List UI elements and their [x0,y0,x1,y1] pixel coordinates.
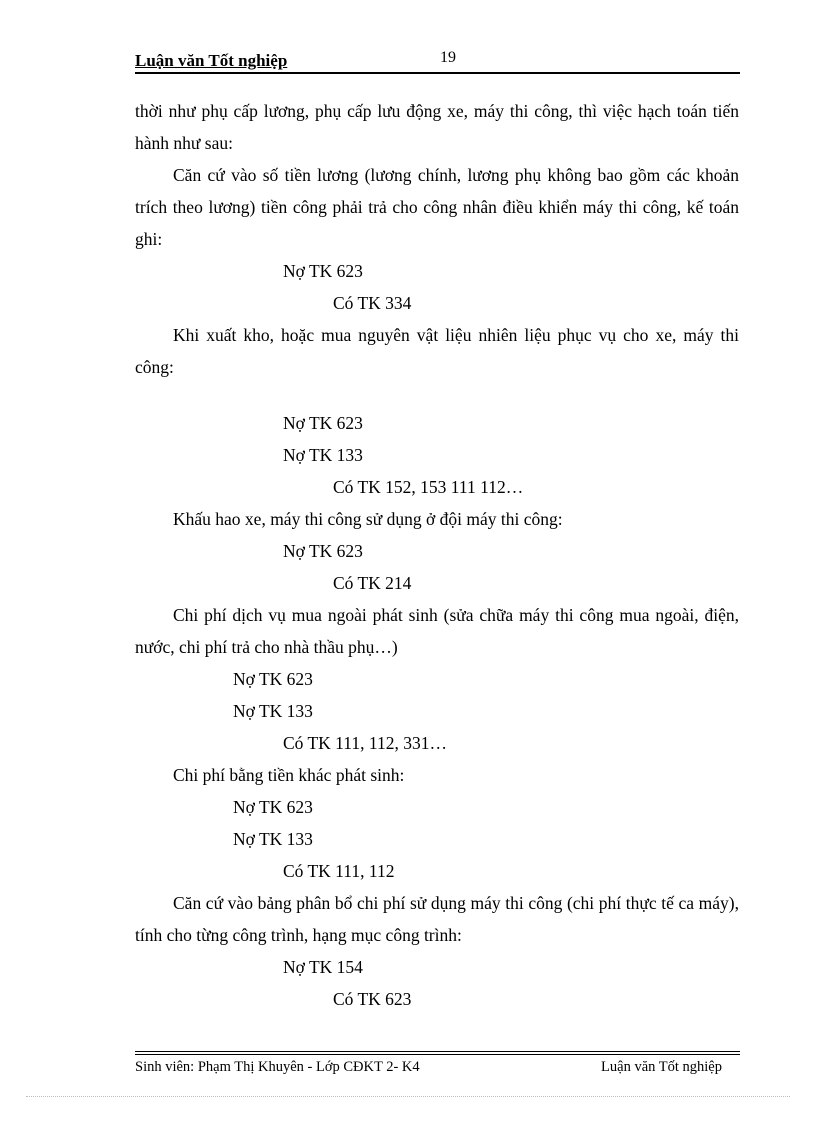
entry-4-credit: Có TK 111, 112, 331… [283,733,447,753]
entry-2-debit-1: Nợ TK 623 [283,413,363,433]
entry-4-debit-2: Nợ TK 133 [233,701,313,721]
entry-2-debit-2: Nợ TK 133 [283,445,363,465]
footer-title: Luận văn Tốt nghiệp [601,1059,722,1075]
paragraph-2: Căn cứ vào số tiền lương (lương chính, lương phụ không bao gồm các khoản trích theo lương) tiền công phải trả cho công nhân điều khiển máy thi công, kế toán ghi: [135,165,739,249]
paragraph-7: Căn cứ vào bảng phân bổ chi phí sử dụng máy thi công (chi phí thực tế ca máy), tính cho từng công trình, hạng mục công trình: [135,893,739,945]
entry-3-credit: Có TK 214 [333,573,412,593]
entry-5-credit: Có TK 111, 112 [283,861,395,881]
entry-3-debit: Nợ TK 623 [283,541,363,561]
entry-1-debit: Nợ TK 623 [283,261,363,281]
paragraph-6: Chi phí bằng tiền khác phát sinh: [173,765,405,785]
footer-student-info: Sinh viên: Phạm Thị Khuyên - Lớp CĐKT 2- K4 [135,1059,420,1075]
entry-6-debit: Nợ TK 154 [283,957,363,977]
page-footer [135,1051,740,1078]
paragraph-1: thời như phụ cấp lương, phụ cấp lưu động xe, máy thi công, thì việc hạch toán tiến hành như sau: [135,101,739,153]
entry-1-credit: Có TK 334 [333,293,412,313]
entry-4-debit-1: Nợ TK 623 [233,669,313,689]
page-edge-divider [26,1096,790,1097]
page-header [135,46,740,74]
entry-2-credit: Có TK 152, 153 111 112… [333,477,524,497]
blank-line [135,383,739,407]
page-body [135,95,739,1015]
header-title: Luận văn Tốt nghiệp [135,51,288,70]
entry-5-debit-1: Nợ TK 623 [233,797,313,817]
entry-5-debit-2: Nợ TK 133 [233,829,313,849]
paragraph-3: Khi xuất kho, hoặc mua nguyên vật liệu nhiên liệu phục vụ cho xe, máy thi công: [135,325,739,377]
entry-6-credit: Có TK 623 [333,989,412,1009]
paragraph-5: Chi phí dịch vụ mua ngoài phát sinh (sửa chữa máy thi công mua ngoài, điện, nước, chi phí trả cho nhà thầu phụ…) [135,605,739,657]
paragraph-4: Khấu hao xe, máy thi công sử dụng ở đội máy thi công: [173,509,563,529]
page-number: 19 [440,49,456,66]
